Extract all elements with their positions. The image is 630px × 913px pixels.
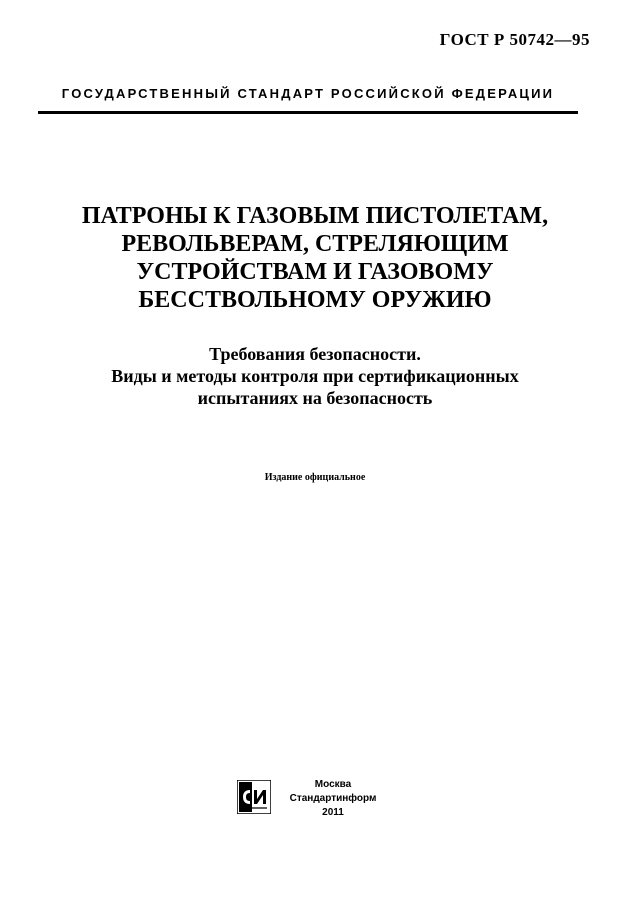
header-divider — [38, 111, 578, 114]
document-title — [30, 202, 600, 314]
document-subtitle — [30, 343, 600, 409]
publisher-name: Стандартинформ — [289, 793, 377, 804]
standartinform-logo-icon — [237, 780, 271, 814]
document-code: ГОСТ Р 50742—95 — [439, 30, 590, 49]
subtitle-line: Требования безопасности. — [209, 344, 421, 364]
title-line: ПАТРОНЫ К ГАЗОВЫМ ПИСТОЛЕТАМ, — [81, 203, 549, 229]
subtitle-line: Виды и методы контроля при сертификационных — [111, 366, 519, 386]
standard-heading: ГОСУДАРСТВЕННЫЙ СТАНДАРТ РОССИЙСКОЙ ФЕДЕРАЦИИ — [61, 86, 555, 101]
title-line: БЕССТВОЛЬНОМУ ОРУЖИЮ — [138, 287, 492, 313]
edition-note: Издание официальное — [264, 472, 366, 483]
title-line: РЕВОЛЬВЕРАМ, СТРЕЛЯЮЩИМ — [121, 231, 509, 257]
publication-year: 2011 — [322, 807, 344, 818]
title-line: УСТРОЙСТВАМ И ГАЗОВОМУ — [136, 259, 494, 285]
publisher-city: Москва — [314, 779, 352, 790]
publisher-block — [283, 778, 383, 820]
subtitle-line: испытаниях на безопасность — [197, 388, 433, 408]
